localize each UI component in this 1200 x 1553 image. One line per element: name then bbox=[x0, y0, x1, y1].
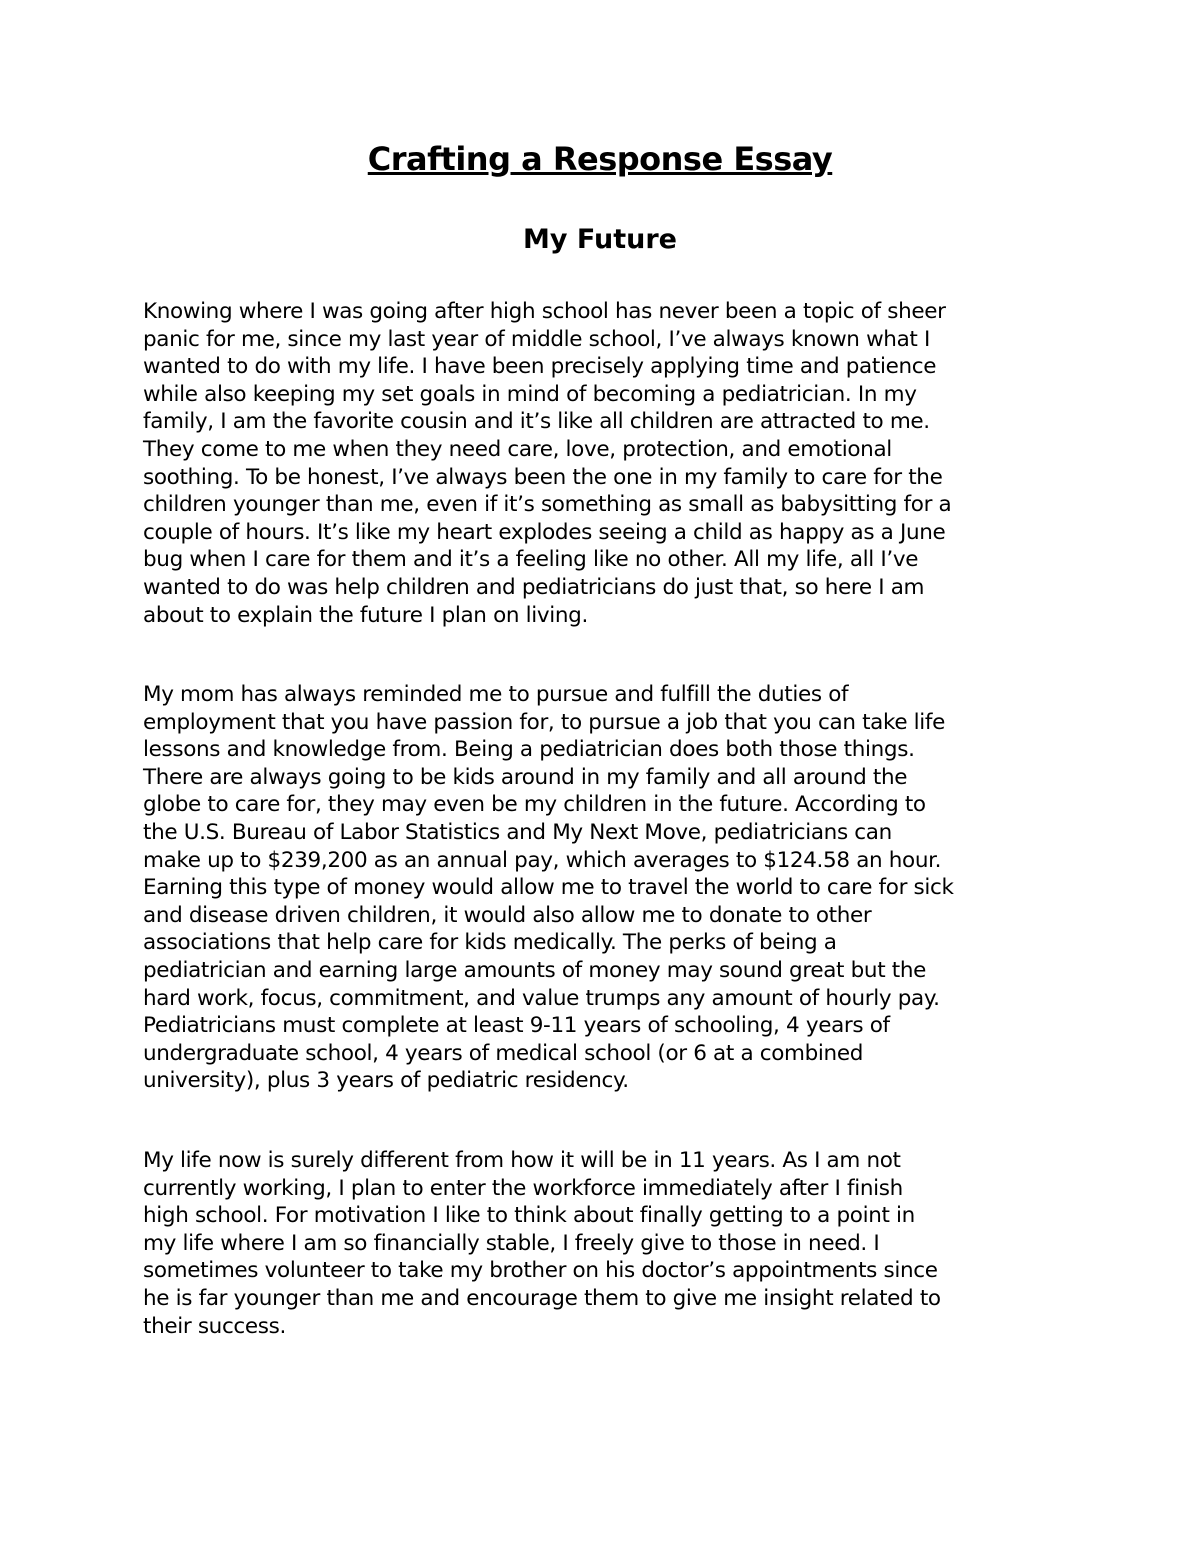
text-line: Pediatricians must complete at least 9-11 years of schooling, 4 years of bbox=[143, 1013, 890, 1039]
text-line: lessons and knowledge from. Being a pediatrician does both those things. bbox=[143, 737, 915, 763]
text-line: about to explain the future I plan on living. bbox=[143, 602, 588, 628]
text-line: currently working, I plan to enter the workforce immediately after I finish bbox=[143, 1175, 903, 1201]
text-line: sometimes volunteer to take my brother on his doctor’s appointments since bbox=[143, 1258, 938, 1284]
text-line: They come to me when they need care, love, protection, and emotional bbox=[143, 436, 892, 462]
text-line: Knowing where I was going after high school has never been a topic of sheer bbox=[143, 299, 946, 324]
text-line: and disease driven children, it would also allow me to donate to other bbox=[143, 902, 872, 928]
text-line: the U.S. Bureau of Labor Statistics and My Next Move, pediatricians can bbox=[143, 819, 892, 845]
paragraph-2 bbox=[143, 681, 954, 1095]
text-line: pediatrician and earning large amounts of money may sound great but the bbox=[143, 957, 926, 983]
text-line: family, I am the favorite cousin and it’s like all children are attracted to me. bbox=[143, 409, 930, 435]
text-line: employment that you have passion for, to pursue a job that you can take life bbox=[143, 709, 946, 735]
text-line: university), plus 3 years of pediatric residency. bbox=[143, 1068, 629, 1094]
text-line: My life now is surely different from how it will be in 11 years. As I am not bbox=[143, 1148, 901, 1173]
paragraph-1 bbox=[143, 298, 951, 629]
text-line: their success. bbox=[143, 1313, 286, 1339]
text-line: undergraduate school, 4 years of medical school (or 6 at a combined bbox=[143, 1040, 863, 1066]
text-line: bug when I care for them and it’s a feeling like no other. All my life, all I’ve bbox=[143, 547, 919, 573]
text-line: high school. For motivation I like to think about finally getting to a point in bbox=[143, 1203, 915, 1229]
text-line: he is far younger than me and encourage them to give me insight related to bbox=[143, 1285, 941, 1311]
text-line: Earning this type of money would allow me to travel the world to care for sick bbox=[143, 875, 954, 901]
document-title: Crafting a Response Essay bbox=[367, 140, 833, 178]
text-line: associations that help care for kids medically. The perks of being a bbox=[143, 930, 837, 956]
text-line: wanted to do was help children and pediatricians do just that, so here I am bbox=[143, 574, 925, 600]
text-line: soothing. To be honest, I’ve always been the one in my family to care for the bbox=[143, 464, 943, 490]
essay-subtitle: My Future bbox=[523, 224, 677, 255]
text-line: make up to $239,200 as an annual pay, which averages to $124.58 an hour. bbox=[143, 847, 942, 873]
paragraph-3 bbox=[143, 1147, 941, 1340]
text-line: couple of hours. It’s like my heart explodes seeing a child as happy as a June bbox=[143, 519, 946, 545]
text-line: panic for me, since my last year of middle school, I’ve always known what I bbox=[143, 326, 930, 352]
text-line: My mom has always reminded me to pursue and fulfill the duties of bbox=[143, 682, 849, 707]
text-line: my life where I am so financially stable, I freely give to those in need. I bbox=[143, 1230, 880, 1256]
text-line: There are always going to be kids around in my family and all around the bbox=[143, 764, 908, 790]
text-line: globe to care for, they may even be my children in the future. According to bbox=[143, 792, 926, 818]
text-line: wanted to do with my life. I have been precisely applying time and patience bbox=[143, 354, 937, 380]
text-line: while also keeping my set goals in mind of becoming a pediatrician. In my bbox=[143, 381, 917, 407]
text-line: children younger than me, even if it’s something as small as babysitting for a bbox=[143, 492, 952, 518]
text-line: hard work, focus, commitment, and value trumps any amount of hourly pay. bbox=[143, 985, 940, 1011]
